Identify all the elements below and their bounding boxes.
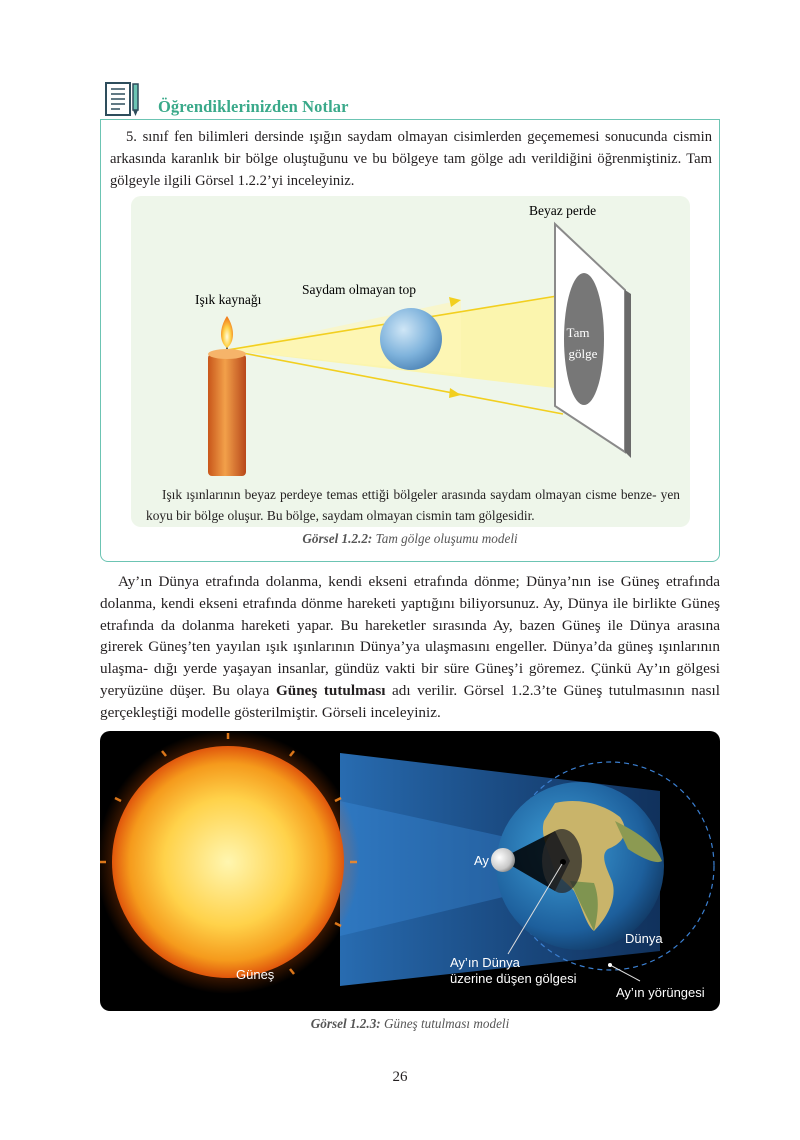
figure1-caption-text: Tam gölge oluşumu modeli [372,531,518,546]
main-paragraph-before: Ay’ın Dünya etrafında dolanma, kendi ekseni etrafında dönme; Dünya’nın ise Güneş etrafında dolanma, kendi ekseni etrafında dönme hareketi yaptığını biliyorsunuz. Ay, Dünya ile birlikte Güneş etrafında da dolanma hareketi yapar. Bu hareketler sırasında Ay, bazen Güneş ile Dünya arasına girerek Güneş’ten yayılan ışık ışınlarının Dünya’ya ulaşmasını engeller. Dünya’da güneş ışınlarının ulaşma- dığı yerde yaşayan insanlar, gündüz vakti bir süre Güneş’i göremez. Çünkü Ay’ın gölgesi yeryüzüne düşer. Bu olaya [100,573,720,699]
screen-label: Beyaz perde [529,203,597,218]
notes-title: Öğrendiklerinizden Notlar [158,97,349,116]
shadow-label-line1: Ay’ın Dünya [450,955,520,970]
orbit-label: Ay’ın yörüngesi [616,985,705,1000]
opaque-ball [380,308,442,370]
umbra-label-line2: gölge [568,346,598,361]
sun [112,746,344,978]
main-bold-term: Güneş tutulması [275,681,386,699]
light-source-label: Işık kaynağı [195,292,262,307]
figure2-caption-label: Görsel 1.2.3: [310,1016,381,1031]
umbra-label-line1: Tam [566,325,590,340]
umbra-diagram [131,196,690,527]
figure1-caption [100,531,720,547]
moon-label: Ay [474,853,489,868]
candle-flame [221,316,233,348]
sun-label: Güneş [236,967,275,982]
notes-paragraph: 5. sınıf fen bilimleri dersinde ışığın saydam olmayan cisimlerden geçememesi sonucunda cismin arkasında karanlık bir bölge oluştuğunu ve bu bölgeye tam gölge adı verildiğini öğrenmiştiniz. Tam gölgeyle ilgili Görsel 1.2.2’yi inceleyiniz. [110,129,712,189]
arrow-head-bottom [449,388,461,398]
page-number: 26 [392,1069,408,1085]
earth-label: Dünya [625,931,663,946]
umbra-point [560,859,566,865]
notebook-pencil-icon [103,80,143,118]
moon [491,848,515,872]
main-paragraph [100,571,720,724]
ball-label: Saydam olmayan top [302,282,416,297]
figure2-caption-text: Güneş tutulması modeli [380,1016,510,1031]
figure1-caption-label: Görsel 1.2.2: [302,531,373,546]
figure2-caption [100,1016,720,1032]
figure1-note: Işık ışınlarının beyaz perdeye temas ettiği bölgeler arasında saydam olmayan cisme benze- yen koyu bir bölge oluşur. Bu bölge, saydam olmayan cismin tam gölgesidir. [146,487,680,523]
main-paragraph-after: adı verilir. Görsel 1.2.3’te Güneş tutulmasının nasıl gerçekleştiği modelle gösterilmiştir. Görseli inceleyiniz. [100,681,720,721]
shadow-label-line2: üzerine düşen gölgesi [450,971,577,986]
candle [208,354,246,476]
solar-eclipse-diagram [100,731,720,1011]
